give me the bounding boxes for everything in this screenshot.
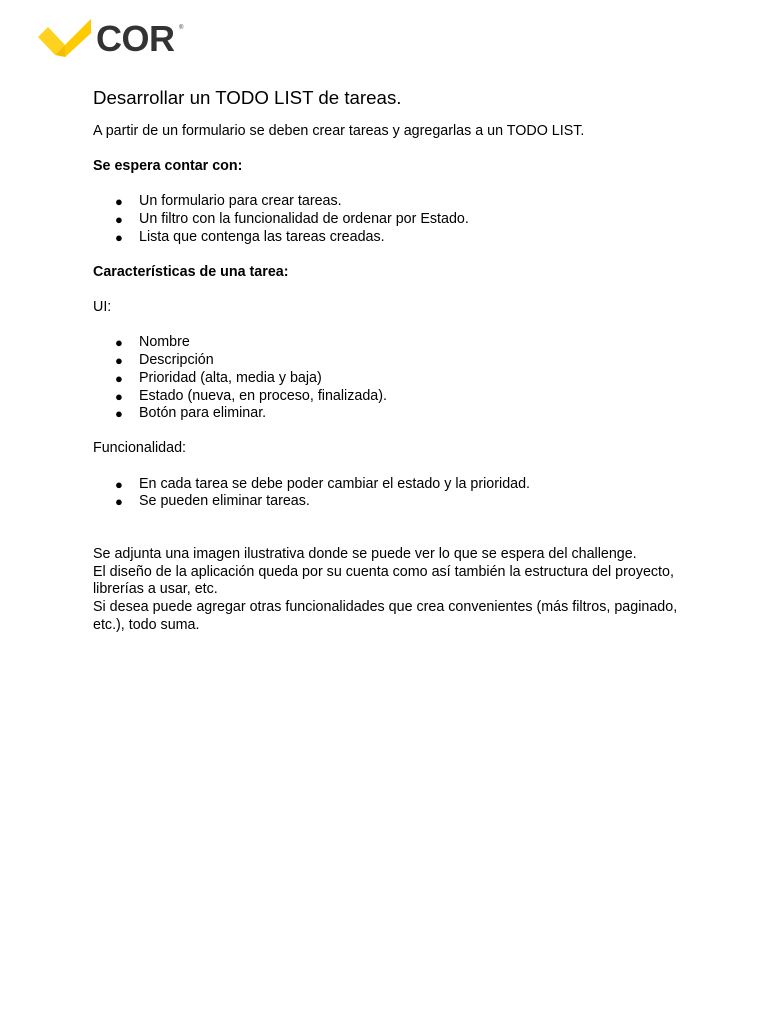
functionality-label: Funcionalidad: <box>93 440 186 457</box>
bullet-icon: ● <box>115 212 123 228</box>
closing-paragraph-extras: Si desea puede agregar otras funcionalidades que crea convenientes (más filtros, paginado, etc.), todo suma. <box>93 599 678 633</box>
list-item: ● Un formulario para crear tareas. <box>115 193 342 210</box>
logo-registered-mark: ® <box>179 25 184 31</box>
list-item: ● Un filtro con la funcionalidad de ordenar por Estado. <box>115 211 469 228</box>
list-item: ● En cada tarea se debe poder cambiar el estado y la prioridad. <box>115 475 531 492</box>
expect-list <box>93 193 683 246</box>
intro-paragraph: A partir de un formulario se deben crear tareas y agregarlas a un TODO LIST. <box>93 123 585 139</box>
list-item: ● Se pueden eliminar tareas. <box>115 493 310 510</box>
cor-logo <box>38 16 188 58</box>
list-item: ● Lista que contenga las tareas creadas. <box>115 228 385 245</box>
document-body <box>93 86 683 635</box>
document-title: Desarrollar un TODO LIST de tareas. <box>93 87 402 108</box>
bullet-icon: ● <box>115 494 123 510</box>
bullet-icon: ● <box>115 476 123 492</box>
task-characteristics-heading: Características de una tarea: <box>93 264 289 281</box>
bullet-icon: ● <box>115 388 123 404</box>
closing-paragraph-design: El diseño de la aplicación queda por su cuenta como así también la estructura del proyecto, librerías a usar, etc. <box>93 563 674 598</box>
bullet-icon: ● <box>115 194 123 210</box>
ui-label: UI: <box>93 299 112 316</box>
list-item: ● Estado (nueva, en proceso, finalizada). <box>115 387 387 404</box>
bullet-icon: ● <box>115 370 123 386</box>
expect-heading: Se espera contar con: <box>93 158 243 175</box>
logo-mark-fold <box>65 19 91 57</box>
ui-list <box>93 334 683 423</box>
cor-logo-mark-icon <box>38 16 94 58</box>
bullet-icon: ● <box>115 335 123 351</box>
bullet-icon: ● <box>115 406 123 422</box>
list-item: ● Botón para eliminar. <box>115 405 267 422</box>
bullet-icon: ● <box>115 353 123 369</box>
list-item: ● Nombre <box>115 334 190 351</box>
list-item: ● Prioridad (alta, media y baja) <box>115 369 322 386</box>
bullet-icon: ● <box>115 229 123 245</box>
list-item: ● Descripción <box>115 352 214 369</box>
closing-paragraph-attachment: Se adjunta una imagen ilustrativa donde se puede ver lo que se espera del challenge. <box>93 546 637 563</box>
logo-wordmark: COR <box>96 18 175 59</box>
functionality-list <box>93 476 683 511</box>
